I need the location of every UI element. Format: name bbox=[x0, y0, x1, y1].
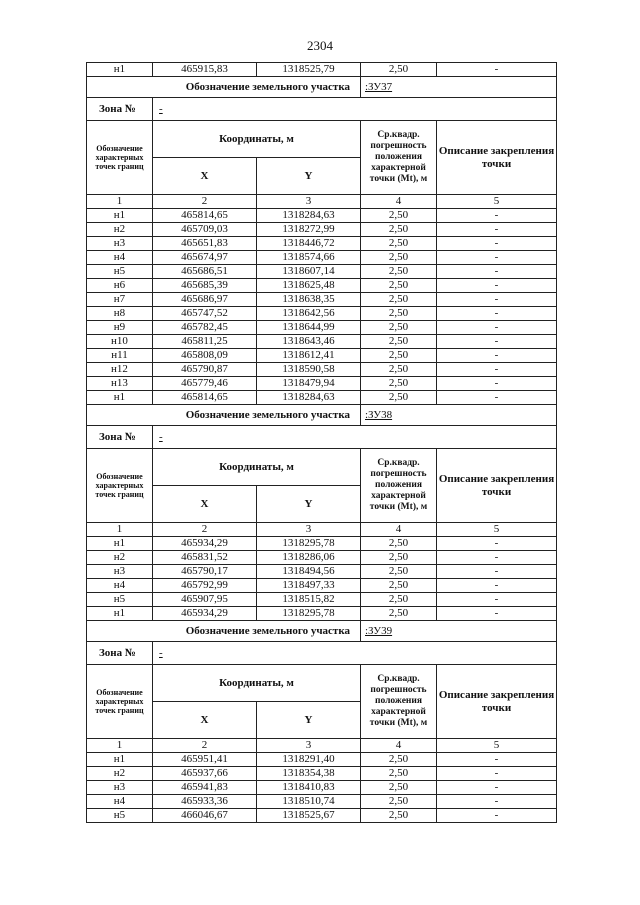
mt-cell: 2,50 bbox=[361, 223, 437, 237]
desc-cell: - bbox=[437, 607, 557, 621]
point-cell: н10 bbox=[87, 335, 153, 349]
point-cell: н1 bbox=[87, 753, 153, 767]
desc-cell: - bbox=[437, 307, 557, 321]
point-cell: н1 bbox=[87, 63, 153, 77]
point-cell: н5 bbox=[87, 809, 153, 823]
column-numbers-row bbox=[87, 739, 557, 753]
column-numbers-row bbox=[87, 195, 557, 209]
y-cell: 1318525,67 bbox=[257, 809, 361, 823]
header-row bbox=[87, 449, 557, 486]
x-cell: 465792,99 bbox=[153, 579, 257, 593]
x-cell: 465686,97 bbox=[153, 293, 257, 307]
coords-header: Координаты, м bbox=[153, 665, 361, 702]
mt-cell: 2,50 bbox=[361, 237, 437, 251]
point-cell: н13 bbox=[87, 377, 153, 391]
y-cell: 1318497,33 bbox=[257, 579, 361, 593]
mt-cell: 2,50 bbox=[361, 781, 437, 795]
desc-cell: - bbox=[437, 593, 557, 607]
x-cell: 465790,87 bbox=[153, 363, 257, 377]
zone-value: - bbox=[153, 642, 557, 665]
point-cell: н8 bbox=[87, 307, 153, 321]
desc-cell: - bbox=[437, 335, 557, 349]
table-row bbox=[87, 795, 557, 809]
desc-header: Описание закрепления точки bbox=[437, 665, 557, 739]
point-cell: н4 bbox=[87, 795, 153, 809]
point-cell: н3 bbox=[87, 781, 153, 795]
point-cell: н5 bbox=[87, 593, 153, 607]
table-row bbox=[87, 537, 557, 551]
mt-cell: 2,50 bbox=[361, 767, 437, 781]
rms-header: Ср.квадр. погрешность положения характерной точки (Mt), м bbox=[361, 449, 437, 523]
column-number: 4 bbox=[361, 195, 437, 209]
y-cell: 1318286,06 bbox=[257, 551, 361, 565]
x-cell: 465933,36 bbox=[153, 795, 257, 809]
desc-cell: - bbox=[437, 237, 557, 251]
mt-cell: 2,50 bbox=[361, 537, 437, 551]
desc-cell: - bbox=[437, 377, 557, 391]
point-header: Обозначение характерных точек границ bbox=[87, 449, 153, 523]
y-cell: 1318607,14 bbox=[257, 265, 361, 279]
desc-cell: - bbox=[437, 349, 557, 363]
point-cell: н9 bbox=[87, 321, 153, 335]
zone-value: - bbox=[153, 426, 557, 449]
point-cell: н5 bbox=[87, 265, 153, 279]
desc-cell: - bbox=[437, 537, 557, 551]
y-cell: 1318284,63 bbox=[257, 391, 361, 405]
desc-cell: - bbox=[437, 767, 557, 781]
zone-row bbox=[87, 98, 557, 121]
y-cell: 1318295,78 bbox=[257, 537, 361, 551]
x-cell: 465747,52 bbox=[153, 307, 257, 321]
y-cell: 1318494,56 bbox=[257, 565, 361, 579]
point-cell: н1 bbox=[87, 209, 153, 223]
x-cell: 465831,52 bbox=[153, 551, 257, 565]
page-number: 2304 bbox=[307, 38, 333, 53]
point-header: Обозначение характерных точек границ bbox=[87, 121, 153, 195]
point-cell: н11 bbox=[87, 349, 153, 363]
table-row bbox=[87, 307, 557, 321]
table-row bbox=[87, 349, 557, 363]
mt-cell: 2,50 bbox=[361, 63, 437, 77]
desc-cell: - bbox=[437, 321, 557, 335]
zone-value: - bbox=[153, 98, 557, 121]
table-row bbox=[87, 607, 557, 621]
y-cell: 1318574,66 bbox=[257, 251, 361, 265]
table-row bbox=[87, 579, 557, 593]
column-number: 1 bbox=[87, 195, 153, 209]
point-cell: н2 bbox=[87, 767, 153, 781]
column-number: 1 bbox=[87, 523, 153, 537]
x-cell: 465651,83 bbox=[153, 237, 257, 251]
point-cell: н4 bbox=[87, 251, 153, 265]
y-header: Y bbox=[257, 486, 361, 523]
mt-cell: 2,50 bbox=[361, 391, 437, 405]
column-number: 1 bbox=[87, 739, 153, 753]
desc-cell: - bbox=[437, 551, 557, 565]
desc-cell: - bbox=[437, 251, 557, 265]
x-cell: 465951,41 bbox=[153, 753, 257, 767]
table-row bbox=[87, 767, 557, 781]
column-number: 5 bbox=[437, 195, 557, 209]
column-number: 2 bbox=[153, 195, 257, 209]
table-row bbox=[87, 565, 557, 579]
mt-cell: 2,50 bbox=[361, 809, 437, 823]
mt-cell: 2,50 bbox=[361, 363, 437, 377]
x-cell: 465674,97 bbox=[153, 251, 257, 265]
column-number: 3 bbox=[257, 195, 361, 209]
column-number: 3 bbox=[257, 739, 361, 753]
desc-cell: - bbox=[437, 809, 557, 823]
point-cell: н3 bbox=[87, 237, 153, 251]
plot-title-row bbox=[87, 405, 557, 426]
desc-header: Описание закрепления точки bbox=[437, 121, 557, 195]
table-row bbox=[87, 551, 557, 565]
y-cell: 1318272,99 bbox=[257, 223, 361, 237]
mt-cell: 2,50 bbox=[361, 551, 437, 565]
point-cell: н6 bbox=[87, 279, 153, 293]
table-row bbox=[87, 237, 557, 251]
desc-cell: - bbox=[437, 63, 557, 77]
plot-title-row bbox=[87, 621, 557, 642]
column-number: 4 bbox=[361, 739, 437, 753]
y-header: Y bbox=[257, 158, 361, 195]
point-cell: н1 bbox=[87, 537, 153, 551]
column-number: 2 bbox=[153, 739, 257, 753]
zone-label: Зона № bbox=[87, 426, 153, 449]
x-cell: 465790,17 bbox=[153, 565, 257, 579]
y-cell: 1318410,83 bbox=[257, 781, 361, 795]
y-cell: 1318354,38 bbox=[257, 767, 361, 781]
mt-cell: 2,50 bbox=[361, 321, 437, 335]
desc-cell: - bbox=[437, 293, 557, 307]
x-cell: 465814,65 bbox=[153, 209, 257, 223]
table-row bbox=[87, 279, 557, 293]
table-row bbox=[87, 781, 557, 795]
mt-cell: 2,50 bbox=[361, 251, 437, 265]
table-row bbox=[87, 809, 557, 823]
zone-row bbox=[87, 426, 557, 449]
table-row bbox=[87, 321, 557, 335]
desc-cell: - bbox=[437, 781, 557, 795]
mt-cell: 2,50 bbox=[361, 753, 437, 767]
plot-label: Обозначение земельного участка bbox=[87, 405, 361, 426]
rms-header: Ср.квадр. погрешность положения характерной точки (Mt), м bbox=[361, 121, 437, 195]
y-cell: 1318510,74 bbox=[257, 795, 361, 809]
table-row bbox=[87, 209, 557, 223]
point-cell: н7 bbox=[87, 293, 153, 307]
plot-label: Обозначение земельного участка bbox=[87, 77, 361, 98]
mt-cell: 2,50 bbox=[361, 307, 437, 321]
x-header: X bbox=[153, 486, 257, 523]
mt-cell: 2,50 bbox=[361, 579, 437, 593]
x-cell: 465808,09 bbox=[153, 349, 257, 363]
y-cell: 1318642,56 bbox=[257, 307, 361, 321]
y-cell: 1318284,63 bbox=[257, 209, 361, 223]
y-cell: 1318638,35 bbox=[257, 293, 361, 307]
desc-cell: - bbox=[437, 279, 557, 293]
mt-cell: 2,50 bbox=[361, 565, 437, 579]
desc-cell: - bbox=[437, 795, 557, 809]
x-cell: 465934,29 bbox=[153, 537, 257, 551]
x-cell: 465709,03 bbox=[153, 223, 257, 237]
mt-cell: 2,50 bbox=[361, 593, 437, 607]
table-row bbox=[87, 363, 557, 377]
x-cell: 465915,83 bbox=[153, 63, 257, 77]
zone-label: Зона № bbox=[87, 98, 153, 121]
point-cell: н2 bbox=[87, 223, 153, 237]
column-numbers-row bbox=[87, 523, 557, 537]
point-cell: н2 bbox=[87, 551, 153, 565]
column-number: 5 bbox=[437, 523, 557, 537]
plot-number: :ЗУ39 bbox=[361, 621, 557, 642]
desc-cell: - bbox=[437, 753, 557, 767]
x-header: X bbox=[153, 158, 257, 195]
desc-cell: - bbox=[437, 363, 557, 377]
mt-cell: 2,50 bbox=[361, 335, 437, 349]
mt-cell: 2,50 bbox=[361, 349, 437, 363]
mt-cell: 2,50 bbox=[361, 279, 437, 293]
desc-cell: - bbox=[437, 265, 557, 279]
x-cell: 465934,29 bbox=[153, 607, 257, 621]
zone-label: Зона № bbox=[87, 642, 153, 665]
mt-cell: 2,50 bbox=[361, 209, 437, 223]
column-number: 3 bbox=[257, 523, 361, 537]
desc-cell: - bbox=[437, 223, 557, 237]
x-cell: 465782,45 bbox=[153, 321, 257, 335]
plot-number: :ЗУ37 bbox=[361, 77, 557, 98]
point-cell: н1 bbox=[87, 607, 153, 621]
column-number: 4 bbox=[361, 523, 437, 537]
mt-cell: 2,50 bbox=[361, 377, 437, 391]
y-cell: 1318295,78 bbox=[257, 607, 361, 621]
y-cell: 1318515,82 bbox=[257, 593, 361, 607]
coordinates-document bbox=[86, 62, 556, 823]
mt-cell: 2,50 bbox=[361, 293, 437, 307]
mt-cell: 2,50 bbox=[361, 607, 437, 621]
desc-cell: - bbox=[437, 209, 557, 223]
table-row bbox=[87, 593, 557, 607]
column-number: 5 bbox=[437, 739, 557, 753]
mt-cell: 2,50 bbox=[361, 795, 437, 809]
point-cell: н3 bbox=[87, 565, 153, 579]
header-row bbox=[87, 121, 557, 158]
y-cell: 1318525,79 bbox=[257, 63, 361, 77]
y-cell: 1318612,41 bbox=[257, 349, 361, 363]
desc-header: Описание закрепления точки bbox=[437, 449, 557, 523]
desc-cell: - bbox=[437, 579, 557, 593]
y-cell: 1318644,99 bbox=[257, 321, 361, 335]
table-row bbox=[87, 293, 557, 307]
rms-header: Ср.квадр. погрешность положения характерной точки (Mt), м bbox=[361, 665, 437, 739]
coords-header: Координаты, м bbox=[153, 121, 361, 158]
point-cell: н4 bbox=[87, 579, 153, 593]
x-cell: 465814,65 bbox=[153, 391, 257, 405]
coordinates-table bbox=[86, 62, 557, 823]
x-cell: 465937,66 bbox=[153, 767, 257, 781]
y-cell: 1318291,40 bbox=[257, 753, 361, 767]
zone-row bbox=[87, 642, 557, 665]
plot-label: Обозначение земельного участка bbox=[87, 621, 361, 642]
desc-cell: - bbox=[437, 565, 557, 579]
coords-header: Координаты, м bbox=[153, 449, 361, 486]
header-row bbox=[87, 665, 557, 702]
x-cell: 465907,95 bbox=[153, 593, 257, 607]
x-cell: 465941,83 bbox=[153, 781, 257, 795]
point-header: Обозначение характерных точек границ bbox=[87, 665, 153, 739]
y-cell: 1318590,58 bbox=[257, 363, 361, 377]
y-header: Y bbox=[257, 702, 361, 739]
table-row bbox=[87, 63, 557, 77]
y-cell: 1318643,46 bbox=[257, 335, 361, 349]
y-cell: 1318625,48 bbox=[257, 279, 361, 293]
plot-title-row bbox=[87, 77, 557, 98]
table-row bbox=[87, 753, 557, 767]
x-cell: 465811,25 bbox=[153, 335, 257, 349]
y-cell: 1318479,94 bbox=[257, 377, 361, 391]
x-header: X bbox=[153, 702, 257, 739]
y-cell: 1318446,72 bbox=[257, 237, 361, 251]
point-cell: н12 bbox=[87, 363, 153, 377]
point-cell: н1 bbox=[87, 391, 153, 405]
table-row bbox=[87, 265, 557, 279]
table-row bbox=[87, 391, 557, 405]
table-row bbox=[87, 223, 557, 237]
desc-cell: - bbox=[437, 391, 557, 405]
mt-cell: 2,50 bbox=[361, 265, 437, 279]
table-row bbox=[87, 335, 557, 349]
column-number: 2 bbox=[153, 523, 257, 537]
x-cell: 465686,51 bbox=[153, 265, 257, 279]
table-row bbox=[87, 377, 557, 391]
table-row bbox=[87, 251, 557, 265]
plot-number: :ЗУ38 bbox=[361, 405, 557, 426]
x-cell: 465779,46 bbox=[153, 377, 257, 391]
x-cell: 466046,67 bbox=[153, 809, 257, 823]
x-cell: 465685,39 bbox=[153, 279, 257, 293]
